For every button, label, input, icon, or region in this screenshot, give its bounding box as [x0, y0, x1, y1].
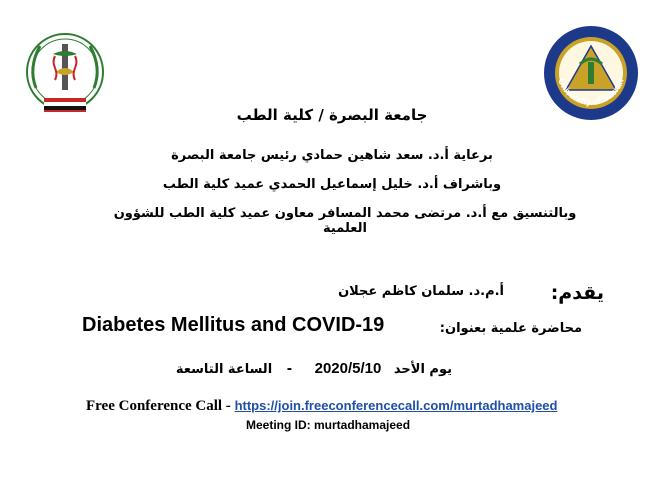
patron-line: برعاية أ.د. سعد شاهين حمادي رئيس جامعة البصرة	[171, 148, 493, 163]
conference-link[interactable]: https://join.freeconferencecall.com/murtadhamajeed	[234, 398, 558, 413]
supervision-line: وباشراف أ.د. خليل إسماعيل الحمدي عميد كلية الطب	[162, 177, 502, 192]
schedule-date: 2020/5/10	[314, 360, 382, 377]
meeting-id: Meeting ID: murtadhamajeed	[246, 418, 411, 432]
presenter-label: يقدم:	[550, 282, 604, 304]
schedule-separator: -	[286, 362, 293, 377]
lecture-title: Diabetes Mellitus and COVID-19	[82, 314, 385, 336]
presenter-name: أ.م.د. سلمان كاظم عجلان	[338, 284, 504, 299]
conference-label: Free Conference Call -	[86, 398, 231, 414]
lecture-label: محاضرة علمية بعنوان:	[439, 321, 582, 336]
schedule-row	[176, 360, 452, 377]
schedule-time: الساعة التاسعة	[175, 362, 273, 377]
seal-text: University of Basrah	[556, 77, 626, 107]
conference-row	[86, 398, 557, 415]
coordination-line: وبالتنسيق مع أ.د. مرتضى محمد المسافر معاون عميد كلية الطب للشؤون العلمية	[113, 206, 577, 236]
schedule-day: يوم الأحد	[393, 362, 452, 377]
page-title: جامعة البصرة / كلية الطب	[236, 106, 428, 124]
